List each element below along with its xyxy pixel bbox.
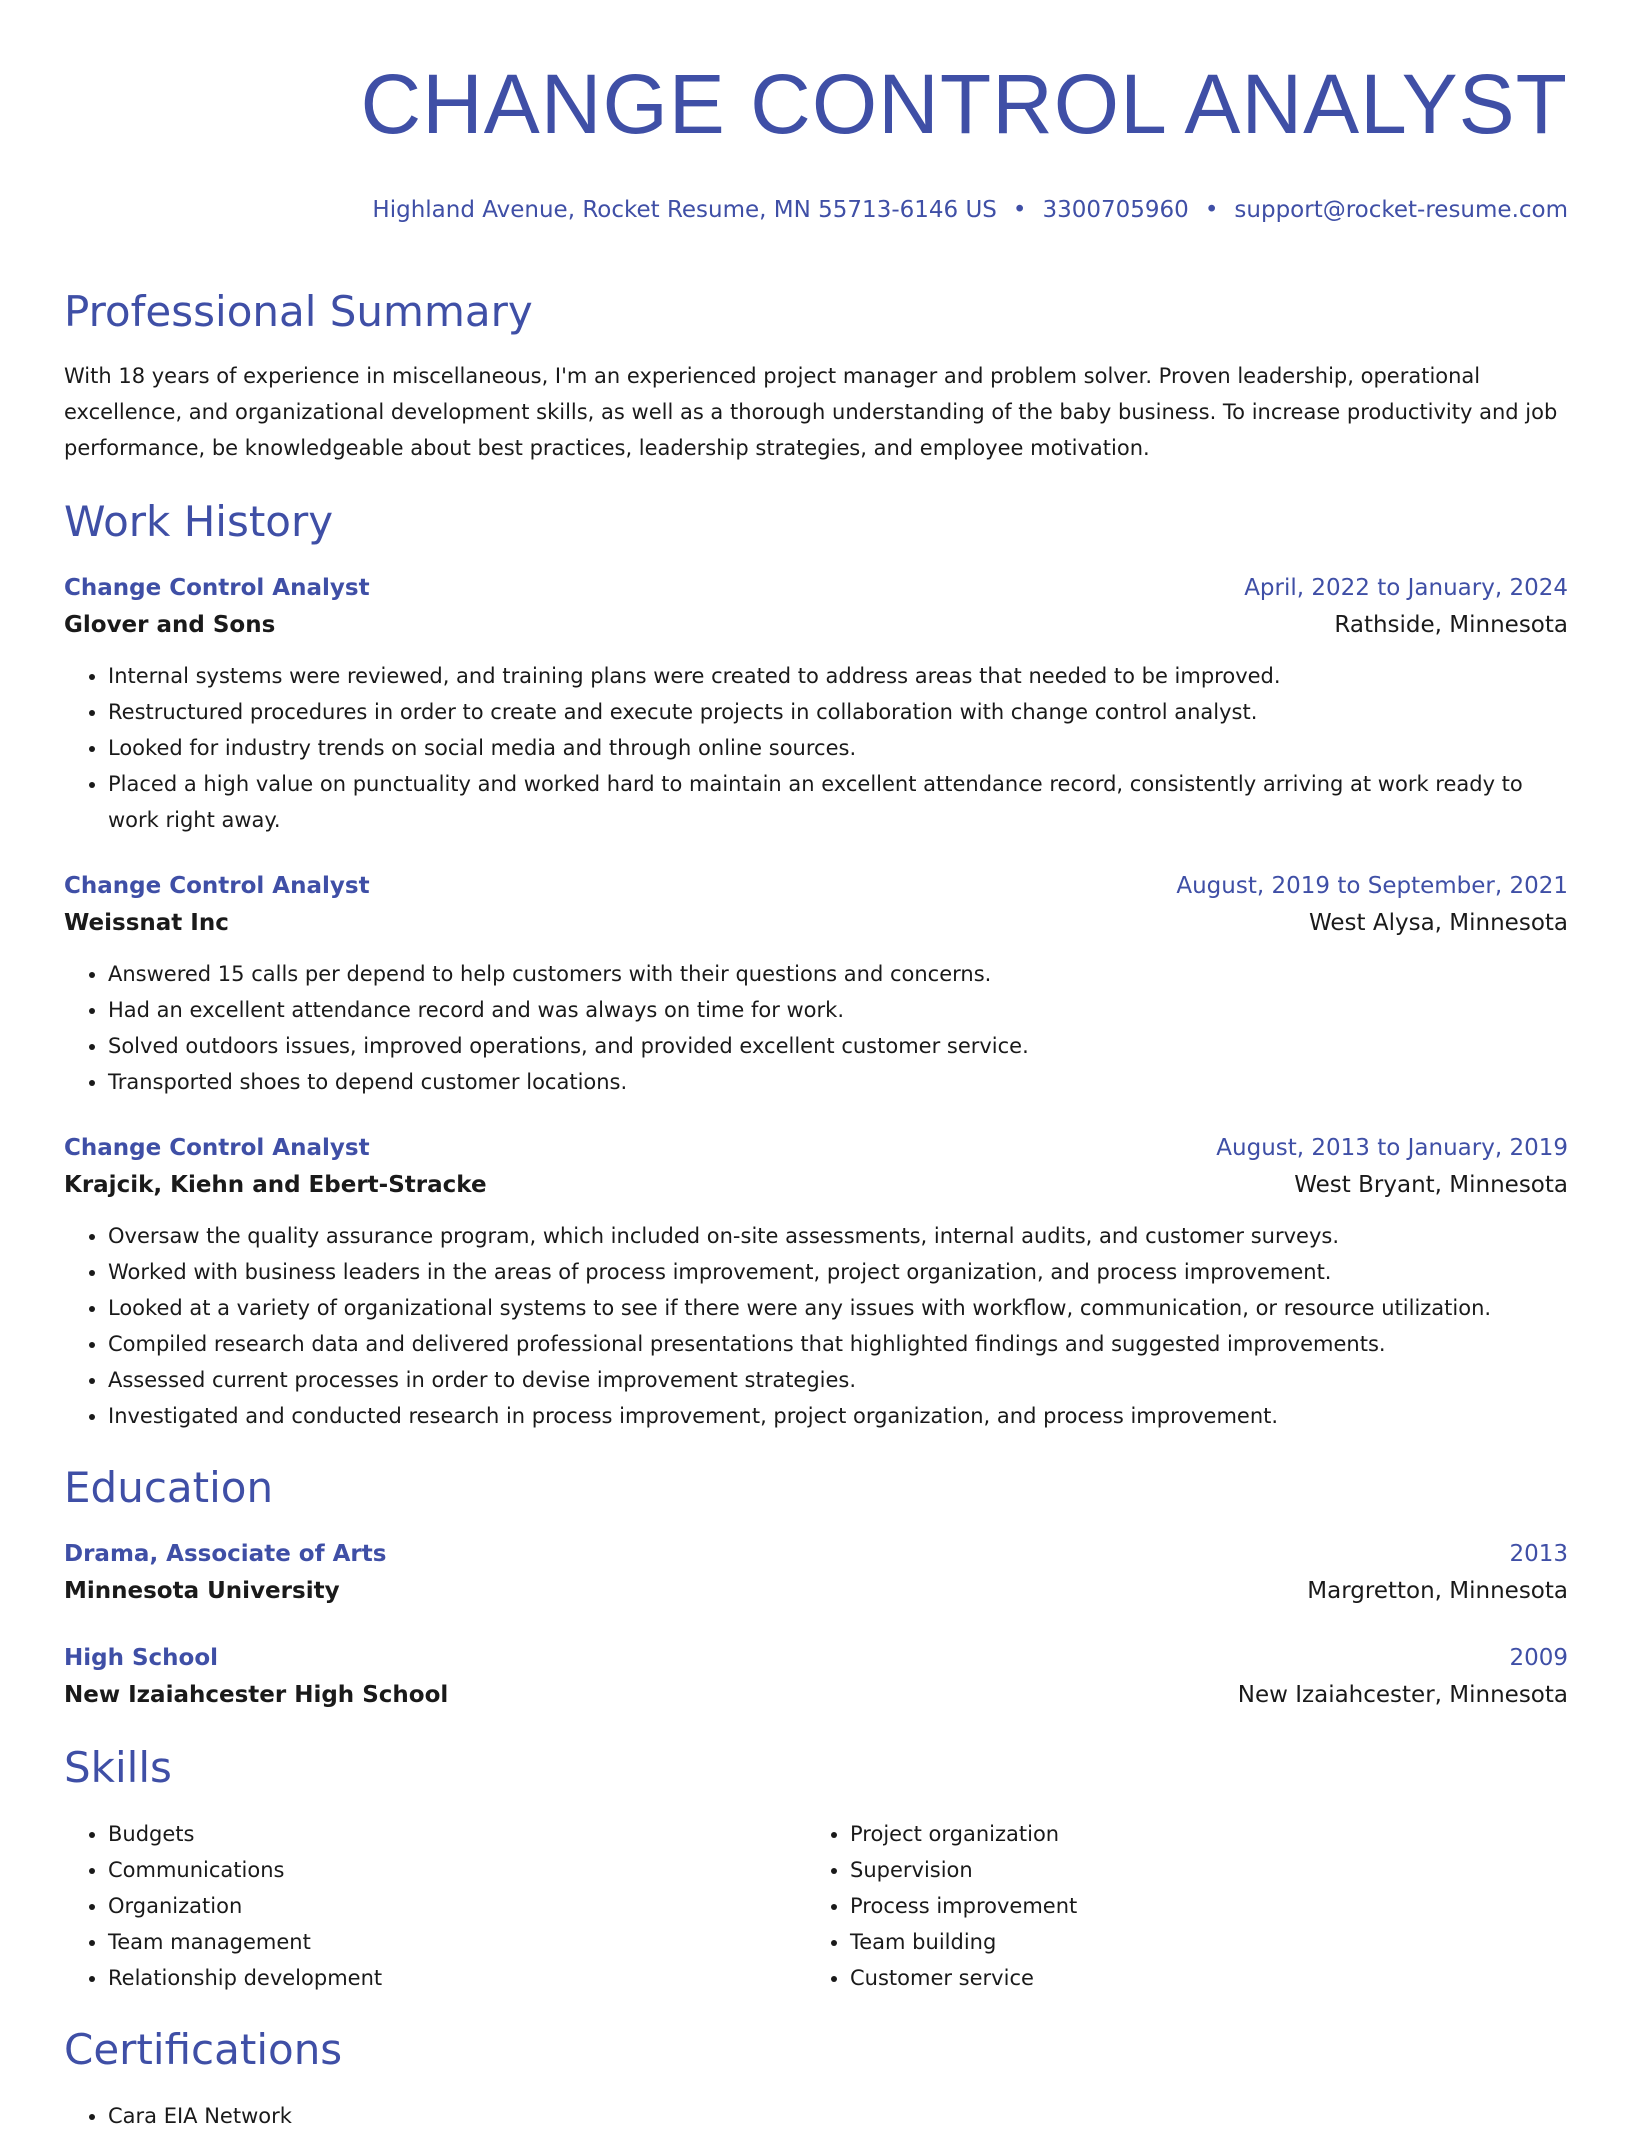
job-bullet: • Compiled research data and delivered professional presentations that highlighted findings and suggested improvements. [108,1326,1568,1362]
job-bullet: • Restructured procedures in order to create and execute projects in collaboration with change control analyst. [108,694,1568,730]
job-location: Rathside, Minnesota [1334,612,1568,638]
skill-item: • Customer service [850,1960,1548,1996]
education-entry [64,1640,1568,1714]
education-year: 2009 [1509,1645,1568,1671]
job-company: Glover and Sons [64,612,276,638]
contact-email: support@rocket-resume.com [1234,197,1568,223]
work-history-heading: Work History [64,497,334,546]
job-company: Krajcik, Kiehn and Ebert-Stracke [64,1172,487,1198]
education-entry [64,1536,1568,1610]
job-entry [64,570,1568,838]
education-year: 2013 [1509,1541,1568,1567]
job-location: West Bryant, Minnesota [1294,1172,1568,1198]
job-bullet: • Had an excellent attendance record and was always on time for work. [108,992,1568,1028]
skill-item: • Process improvement [850,1888,1548,1924]
resume-title: CHANGE CONTROL ANALYST [360,57,1568,151]
job-bullet: • Worked with business leaders in the areas of process improvement, project organization, and process improvement. [108,1254,1568,1290]
skill-item: • Supervision [850,1852,1548,1888]
skill-item: • Team management [108,1924,806,1960]
job-bullets [64,956,1568,1100]
skills-column-right [806,1816,1548,1996]
contact-separator: • [1012,197,1027,223]
job-title: Change Control Analyst [64,575,370,601]
summary-heading: Professional Summary [64,287,533,336]
job-dates: April, 2022 to January, 2024 [1244,575,1568,601]
contact-phone: 3300705960 [1042,197,1189,223]
skills-list [64,1816,1568,1996]
job-bullet: • Transported shoes to depend customer locations. [108,1064,1568,1100]
job-title: Change Control Analyst [64,873,370,899]
job-bullets [64,658,1568,838]
education-degree: High School [64,1645,219,1671]
education-heading: Education [64,1463,274,1512]
job-dates: August, 2013 to January, 2019 [1216,1135,1568,1161]
certifications-list [64,2098,1568,2134]
job-bullet: • Looked for industry trends on social media and through online sources. [108,730,1568,766]
education-degree: Drama, Associate of Arts [64,1541,387,1567]
education-location: Margretton, Minnesota [1307,1578,1568,1604]
job-location: West Alysa, Minnesota [1309,910,1568,936]
skill-item: • Team building [850,1924,1548,1960]
job-entry [64,868,1568,1100]
contact-separator: • [1204,197,1219,223]
job-bullets [64,1218,1568,1434]
skills-column-left [64,1816,806,1996]
contact-address: Highland Avenue, Rocket Resume, MN 55713-6146 US [372,197,997,223]
skill-item: • Organization [108,1888,806,1924]
skill-item: • Relationship development [108,1960,806,1996]
job-dates: August, 2019 to September, 2021 [1176,873,1568,899]
job-bullet: • Assessed current processes in order to devise improvement strategies. [108,1362,1568,1398]
skills-heading: Skills [64,1743,172,1792]
education-location: New Izaiahcester, Minnesota [1237,1682,1568,1708]
certifications-heading: Certifications [64,2025,343,2074]
certification-item: • Cara EIA Network [108,2098,1568,2134]
job-bullet: • Answered 15 calls per depend to help customers with their questions and concerns. [108,956,1568,992]
job-bullet: • Placed a high value on punctuality and worked hard to maintain an excellent attendance record, consistently arriving at work ready to work right away. [108,766,1568,838]
skill-item: • Communications [108,1852,806,1888]
job-bullet: • Oversaw the quality assurance program, which included on-site assessments, internal audits, and customer surveys. [108,1218,1568,1254]
job-company: Weissnat Inc [64,910,229,936]
education-school: Minnesota University [64,1578,340,1604]
job-bullet: • Investigated and conducted research in process improvement, project organization, and process improvement. [108,1398,1568,1434]
education-school: New Izaiahcester High School [64,1682,449,1708]
skill-item: • Budgets [108,1816,806,1852]
job-title: Change Control Analyst [64,1135,370,1161]
summary-text: With 18 years of experience in miscellaneous, I'm an experienced project manager and problem solver. Proven leadership, operational excellence, and organizational development skills, as well as a thorough understanding of the baby business. To increase productivity and job performance, be knowledgeable about best practices, leadership strategies, and employee motivation. [64,364,1558,460]
skill-item: • Project organization [850,1816,1548,1852]
job-bullet: • Looked at a variety of organizational systems to see if there were any issues with workflow, communication, or resource utilization. [108,1290,1568,1326]
contact-line [64,194,1568,226]
job-entry [64,1130,1568,1434]
job-bullet: • Internal systems were reviewed, and training plans were created to address areas that needed to be improved. [108,658,1568,694]
job-bullet: • Solved outdoors issues, improved operations, and provided excellent customer service. [108,1028,1568,1064]
